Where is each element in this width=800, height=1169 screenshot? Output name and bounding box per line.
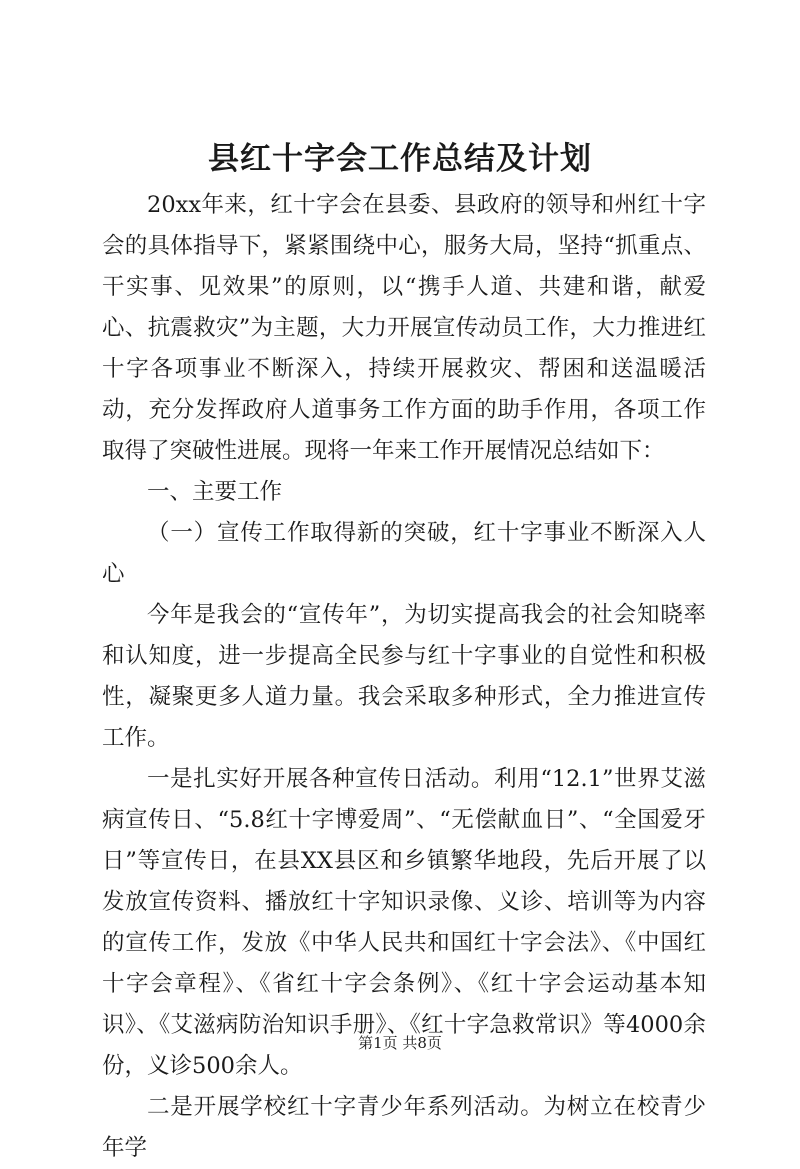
subsection-heading-publicity: （一）宣传工作取得新的突破，红十字事业不断深入人心	[102, 520, 706, 587]
page-number-footer: 第1页 共8页	[358, 1034, 442, 1052]
paragraph-publicity-year: 今年是我会的“宣传年”，为切实提高我会的社会知晓率和认知度，进一步提高全民参与红十字事业的自觉性和积极性，凝聚更多人道力量。我会采取多种形式，全力推进宣传工作。	[102, 602, 706, 751]
document-title: 县红十字会工作总结及计划	[208, 141, 592, 177]
paragraph-youth-activities: 二是开展学校红十字青少年系列活动。为树立在校青少年学	[102, 1094, 706, 1161]
paragraph-publicity-days: 一是扎实好开展各种宣传日活动。利用“12.1”世界艾滋病宣传日、“5.8红十字博爱周”、“无偿献血日”、“全国爱牙日”等宣传日，在县XX县区和乡镇繁华地段，先后开展了以发放宣传资料、播放红十字知识录像、义诊、培训等为内容的宣传工作，发放《中华人民共和国红十字会法》、《中国红十字会章程》、《省红十字会条例》、《红十字会运动基本知识》、《艾滋病防治知识手册》、《红十字急救常识》等4000余份，义诊500余人。	[102, 766, 706, 1079]
section-heading-main-work: 一、主要工作	[147, 479, 283, 505]
document-body	[102, 185, 706, 1169]
paragraph-intro: 20xx年来，红十字会在县委、县政府的领导和州红十字会的具体指导下，紧紧围绕中心，服务大局，坚持“抓重点、干实事、见效果”的原则，以“携手人道、共建和谐，献爱心、抗震救灾”为主题，大力开展宣传动员工作，大力推进红十字各项事业不断深入，持续开展救灾、帮困和送温暖活动，充分发挥政府人道事务工作方面的助手作用，各项工作取得了突破性进展。现将一年来工作开展情况总结如下：	[102, 192, 706, 464]
